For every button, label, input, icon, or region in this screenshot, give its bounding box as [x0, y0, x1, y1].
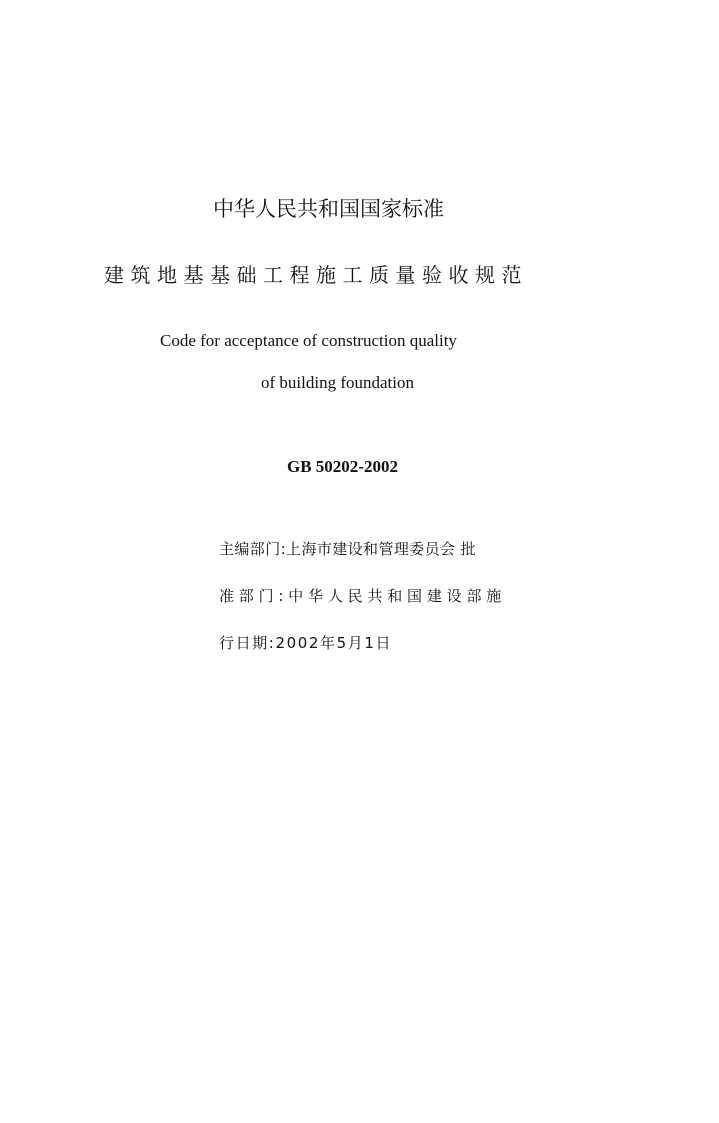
publication-info-line-2: 准部门:中华人民共和国建设部施: [219, 587, 507, 605]
publication-info-line-3: 行日期:2002年5月1日: [219, 634, 393, 652]
chinese-title: 建筑地基基础工程施工质量验收规范: [104, 263, 528, 287]
english-title-line-2: of building foundation: [261, 373, 414, 392]
english-title-line-1: Code for acceptance of construction quality: [160, 331, 457, 350]
national-standard-heading: 中华人民共和国国家标准: [213, 197, 444, 221]
standard-code: GB 50202-2002: [287, 457, 398, 476]
publication-info-line-1: 主编部门:上海市建设和管理委员会 批: [219, 540, 477, 558]
